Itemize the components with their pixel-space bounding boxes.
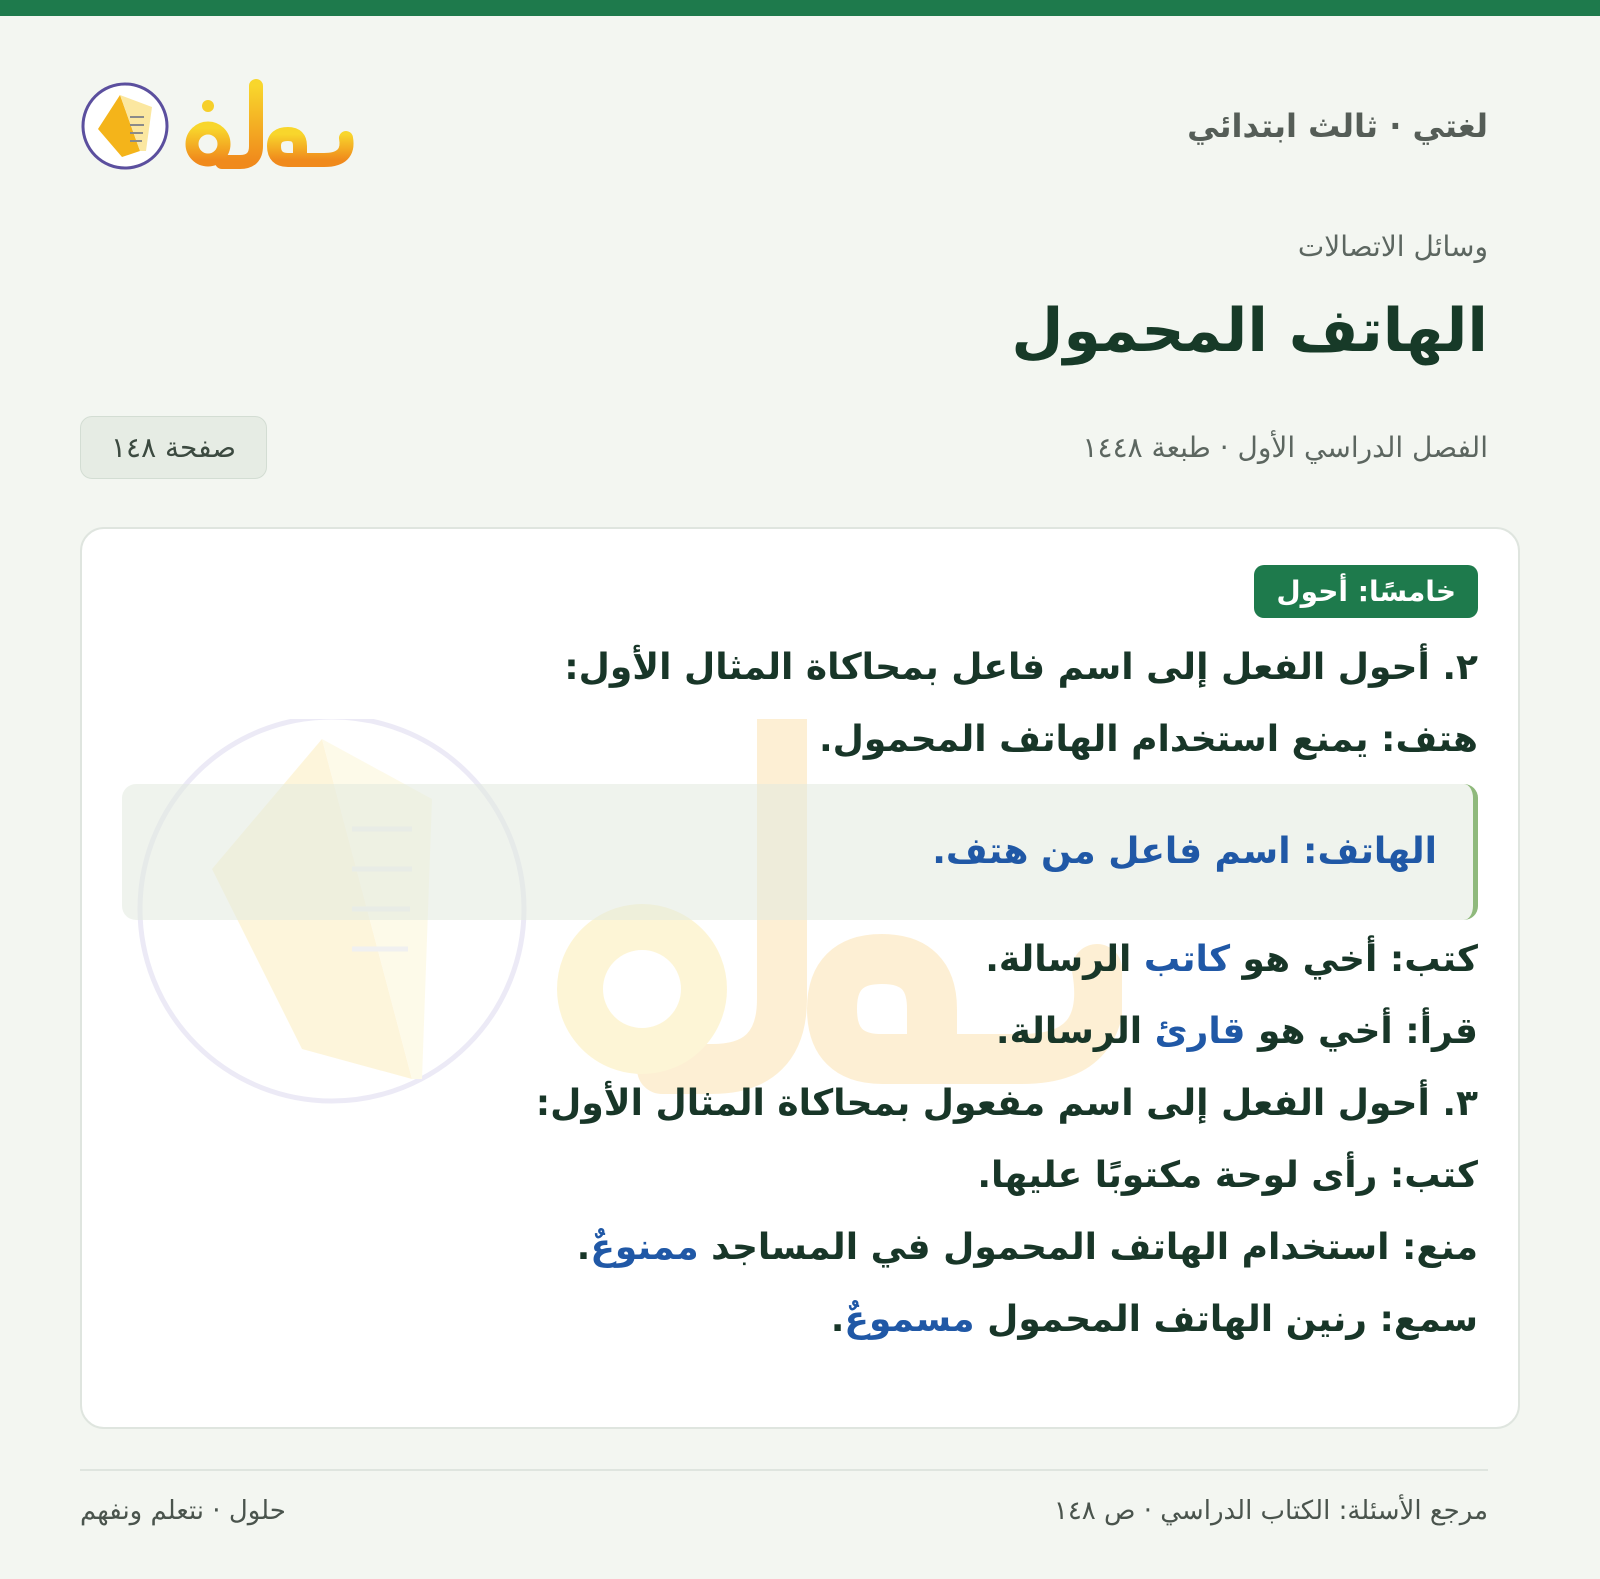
footer-reference: مرجع الأسئلة: الكتاب الدراسي · ص ١٤٨: [1053, 1496, 1488, 1526]
example-answer-box: [122, 784, 1478, 920]
answer-word: مسموعٌ: [844, 1299, 975, 1340]
page-header: [80, 66, 1488, 186]
logo-wordmark: [178, 76, 358, 176]
answer-word: كاتب: [1143, 939, 1231, 980]
answer-word: ممنوعٌ: [590, 1227, 699, 1268]
book-badge-icon: [80, 81, 170, 171]
example-sentence: هتف: يمنع استخدام الهاتف المحمول.: [819, 719, 1478, 760]
page-title: الهاتف المحمول: [1011, 296, 1488, 366]
term-edition-label: الفصل الدراسي الأول · طبعة ١٤٤٨: [1082, 430, 1488, 464]
site-logo[interactable]: [80, 76, 358, 176]
example-answer: الهاتف: اسم فاعل من هتف.: [932, 831, 1437, 872]
answer-line-5: سمع: رنين الهاتف المحمول مسموعٌ.: [830, 1299, 1478, 1340]
answer-word: قارئ: [1154, 1011, 1246, 1052]
footer-brand[interactable]: حلول · نتعلم ونفهم: [80, 1496, 286, 1526]
page-footer: [80, 1496, 1488, 1526]
exercise-card: [80, 527, 1520, 1429]
lesson-meta-row: [80, 412, 1488, 482]
answer-line-2: قرأ: أخي هو قارئ الرسالة.: [995, 1011, 1478, 1052]
top-accent-bar: [0, 0, 1600, 16]
answer-line-4: منع: استخدام الهاتف المحمول في المساجد ممنوعٌ.: [576, 1227, 1478, 1268]
unit-title: وسائل الاتصالات: [1297, 230, 1488, 263]
answer-line-1: كتب: أخي هو كاتب الرسالة.: [985, 939, 1478, 980]
subject-grade-label: لغتي · ثالث ابتدائي: [1187, 107, 1488, 145]
footer-divider: [80, 1469, 1488, 1471]
example-line-3: كتب: رأى لوحة مكتوبًا عليها.: [977, 1155, 1478, 1196]
exercise-content: [122, 565, 1478, 1356]
page-number-badge: صفحة ١٤٨: [80, 416, 267, 479]
section-badge: خامسًا: أحول: [1254, 565, 1478, 618]
question-3: ٣. أحول الفعل إلى اسم مفعول بمحاكاة المثال الأول:: [535, 1083, 1478, 1124]
question-2: ٢. أحول الفعل إلى اسم فاعل بمحاكاة المثال الأول:: [564, 647, 1478, 688]
